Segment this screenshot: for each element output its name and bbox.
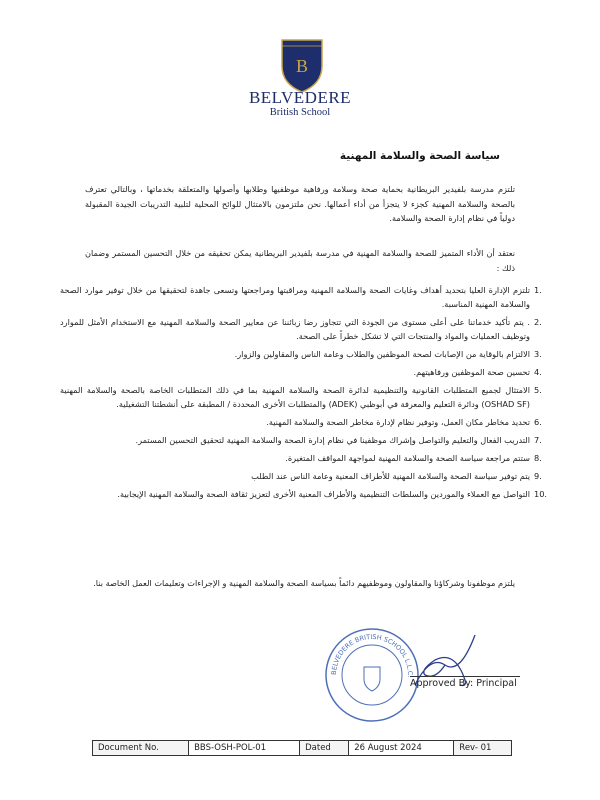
item-number: 9.	[534, 471, 542, 481]
school-subtitle: British School	[269, 107, 331, 118]
item-number: 2.	[534, 317, 542, 327]
policy-title: سياسة الصحة والسلامة المهنية	[339, 150, 500, 162]
item-text: الالتزام بالوقاية من الإصابات لصحة الموظفين والطلاب وعامة الناس والمقاولين والزوار.	[234, 349, 530, 359]
item-number: 4.	[534, 367, 542, 377]
stamp-text: BELVEDERE BRITISH SCHOOL L.L.C.	[329, 632, 415, 678]
list-item	[60, 383, 542, 411]
commitments-list	[60, 283, 550, 505]
item-text: تلتزم الإدارة العليا بتحديد أهداف وغايات الصحة والسلامة المهنية ومراقبتها ومراجعتها وتسعى جاهدة لتحقيقها من خلال توفير موارد الصحة والسلامة المهنية المناسبة.	[60, 285, 530, 309]
item-text: تحسين صحة الموظفين ورفاهيتهم.	[413, 367, 530, 377]
item-text: التدريب الفعال والتعليم والتواصل وإشراك موظفينا في نظام إدارة الصحة والسلامة المهنية لتحقيق التحسين المستمر.	[135, 435, 530, 445]
list-item	[60, 415, 542, 429]
approved-by-label: Approved By: Principal	[410, 678, 517, 689]
school-name: BELVEDERE	[248, 88, 352, 107]
document-no-label: Document No.	[93, 741, 189, 756]
item-number: 5.	[534, 385, 542, 395]
list-item	[60, 347, 542, 361]
item-text: تحديد مخاطر مكان العمل، وتوفير نظام لإدارة مخاطر الصحة والسلامة المهنية.	[266, 417, 530, 427]
list-item	[60, 433, 542, 447]
intro-paragraph-2: نعتقد أن الأداء المتميز للصحة والسلامة المهنية في مدرسة بلفيدير البريطانية يمكن تحقيقه من خلال التحسين المستمر وضمان ذلك :	[85, 248, 515, 273]
list-item	[60, 487, 548, 501]
item-number: 7.	[534, 435, 542, 445]
item-text: . يتم تأكيد خدماتنا على أعلى مستوى من الجودة التي تتجاوز رضا زبائننا عن معايير الصحة والسلامة المهنية مع الاستخدام الأمثل للموارد وتوظيف العمليات والمواد والمنتجات التي لا تشكل خطراً على الصحة.	[60, 317, 530, 341]
dated-label: Dated	[300, 741, 349, 756]
item-text: يتم توفير سياسة الصحة والسلامة المهنية للأطراف المعنية وعامة الناس عند الطلب	[251, 471, 530, 481]
item-number: 8.	[534, 453, 542, 463]
dated-value: 26 August 2024	[349, 741, 454, 756]
item-number: 6.	[534, 417, 542, 427]
list-item	[60, 365, 542, 379]
item-number: 1.	[534, 285, 542, 295]
list-item	[60, 315, 542, 343]
signature-line	[410, 676, 520, 677]
intro-paragraph: تلتزم مدرسة بلفيدير البريطانية بحماية صحة وسلامة ورفاهية موظفيها وطلابها وأصولها والمتعلقة بخدماتها ، وبالتالي تعترف بالصحة والسلامة المهنية كجزء لا يتجزأ من أداء أعمالها. نحن ملتزمون بالامتثال للوائح المحلية لتلبية التدريبات الجيدة المقبولة دولياً في نظام إدارة الصحة والسلامة.	[85, 184, 515, 223]
list-item	[60, 469, 542, 483]
document-no-value: BBS-OSH-POL-01	[189, 741, 300, 756]
item-number: 3.	[534, 349, 542, 359]
item-text: التواصل مع العملاء والموردين والسلطات التنظيمية والأطراف المعنية الأخرى لتعزيز ثقافة الصحة والسلامة المهنية الإيجابية.	[117, 489, 530, 499]
crest-letter: B	[295, 56, 309, 76]
closing-paragraph: يلتزم موظفونا وشركاؤنا والمقاولون وموظفيهم دائماً بسياسة الصحة والسلامة المهنية و الإجراءات وتعليمات العمل الخاصة بنا.	[93, 578, 515, 588]
list-item	[60, 451, 542, 465]
item-text: ستتم مراجعة سياسة الصحة والسلامة المهنية لمواجهة المواقف المتغيرة.	[285, 453, 530, 463]
item-text: الامتثال لجميع المتطلبات القانونية والتنظيمية لدائرة الصحة والسلامة المهنية بما في ذلك المتطلبات الخاصة بالصحة والسلامة المهنية (OSHAD SF) ودائرة التعليم والمعرفة في أبوظبي (ADEK) والمتطلبات الأخرى المحددة / المطبقة على أنشطتنا التشغيلية.	[60, 385, 530, 409]
school-crest-logo	[270, 36, 334, 94]
document-control-table	[92, 740, 512, 756]
item-number: 10.	[534, 489, 548, 499]
list-item	[60, 283, 542, 311]
revision-label: Rev- 01	[454, 741, 512, 756]
